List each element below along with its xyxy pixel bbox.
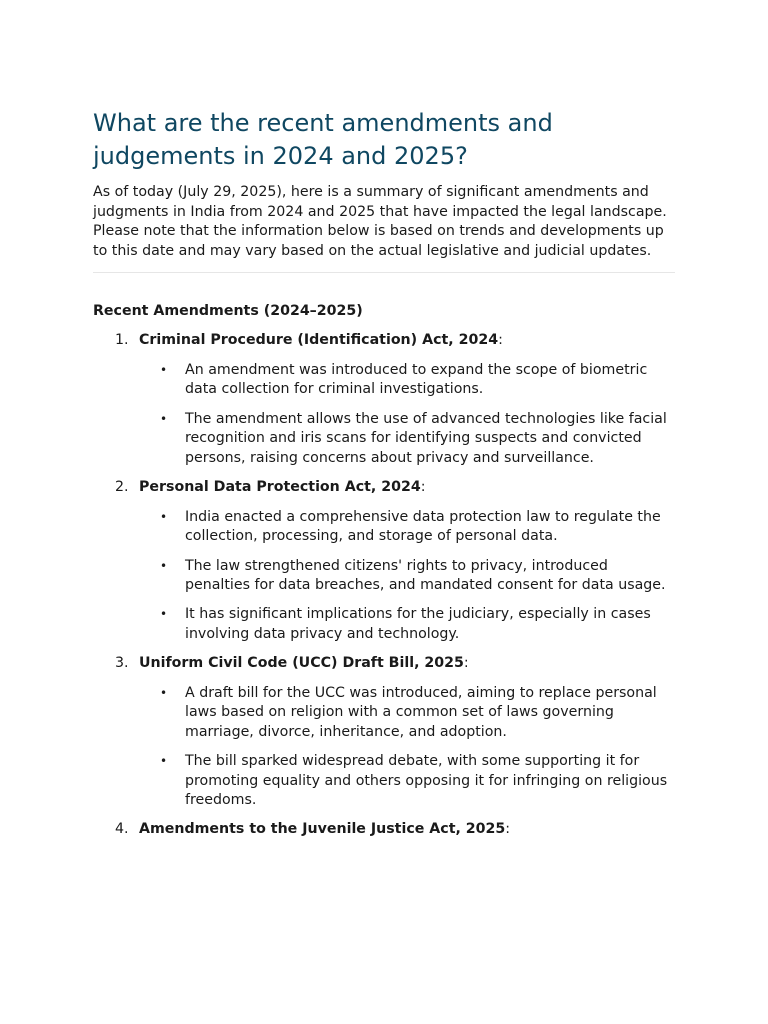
bullet-item xyxy=(139,752,675,811)
amendment-item xyxy=(93,478,675,645)
amendment-number: 3. xyxy=(115,655,129,672)
bullet-text: The amendment allows the use of advanced technologies like facial recognition and iris scans for identifying suspects and convicted persons, raising concerns about privacy and surveillance. xyxy=(185,410,667,467)
amendment-name: Personal Data Protection Act, 2024 xyxy=(139,479,421,496)
amendment-name: Uniform Civil Code (UCC) Draft Bill, 2025 xyxy=(139,655,464,672)
amendment-points xyxy=(139,684,675,811)
amendment-suffix: : xyxy=(463,655,469,672)
bullet-item xyxy=(139,361,675,400)
amendment-number: 2. xyxy=(115,479,129,496)
amendment-points xyxy=(139,361,675,469)
amendments-list xyxy=(93,331,675,840)
bullet-text: It has significant implications for the judiciary, especially in cases involving data privacy and technology. xyxy=(185,606,651,643)
bullet-icon: • xyxy=(160,685,168,700)
bullet-text: The bill sparked widespread debate, with some supporting it for promoting equality and others opposing it for infringing on religious freedoms. xyxy=(185,753,668,809)
amendment-suffix: : xyxy=(420,479,426,496)
amendment-name: Criminal Procedure (Identification) Act, 2024 xyxy=(139,332,499,349)
bullet-item xyxy=(139,605,675,644)
amendment-item xyxy=(93,331,675,468)
bullet-item xyxy=(139,410,675,469)
amendment-item xyxy=(93,654,675,811)
section-divider xyxy=(93,272,675,273)
bullet-text: A draft bill for the UCC was introduced, aiming to replace personal laws based on religion with a common set of laws governing marriage, divorce, inheritance, and adoption. xyxy=(185,684,657,740)
amendment-suffix: : xyxy=(498,332,503,349)
bullet-text: An amendment was introduced to expand the scope of biometric data collection for criminal investigations. xyxy=(185,361,648,398)
bullet-item xyxy=(139,508,675,547)
bullet-item xyxy=(139,557,675,596)
bullet-icon: • xyxy=(160,607,168,622)
amendment-number: 4. xyxy=(115,821,129,838)
section-heading: Recent Amendments (2024–2025) xyxy=(93,303,363,320)
amendment-points xyxy=(139,508,675,645)
bullet-icon: • xyxy=(160,509,168,524)
bullet-text: India enacted a comprehensive data protection law to regulate the collection, processing, and storage of personal data. xyxy=(185,508,661,545)
bullet-item xyxy=(139,684,675,743)
bullet-icon: • xyxy=(160,411,168,426)
bullet-text: The law strengthened citizens' rights to privacy, introduced penalties for data breaches, and mandated consent for data usage. xyxy=(185,557,666,594)
bullet-icon: • xyxy=(160,754,168,769)
amendment-item xyxy=(93,820,675,840)
page-title: What are the recent amendments and judgements in 2024 and 2025? xyxy=(93,109,553,170)
intro-paragraph: As of today (July 29, 2025), here is a summary of significant amendments and judgments in India from 2024 and 2025 that have impacted the legal landscape. Please note that the information below is based on trends and developments up to this date and may vary based on the actual legislative and judicial updates. xyxy=(93,184,667,259)
bullet-icon: • xyxy=(160,558,168,573)
amendment-number: 1. xyxy=(115,332,129,349)
amendment-suffix: : xyxy=(505,821,511,838)
bullet-icon: • xyxy=(160,362,168,377)
amendment-name: Amendments to the Juvenile Justice Act, 2025 xyxy=(139,821,506,838)
